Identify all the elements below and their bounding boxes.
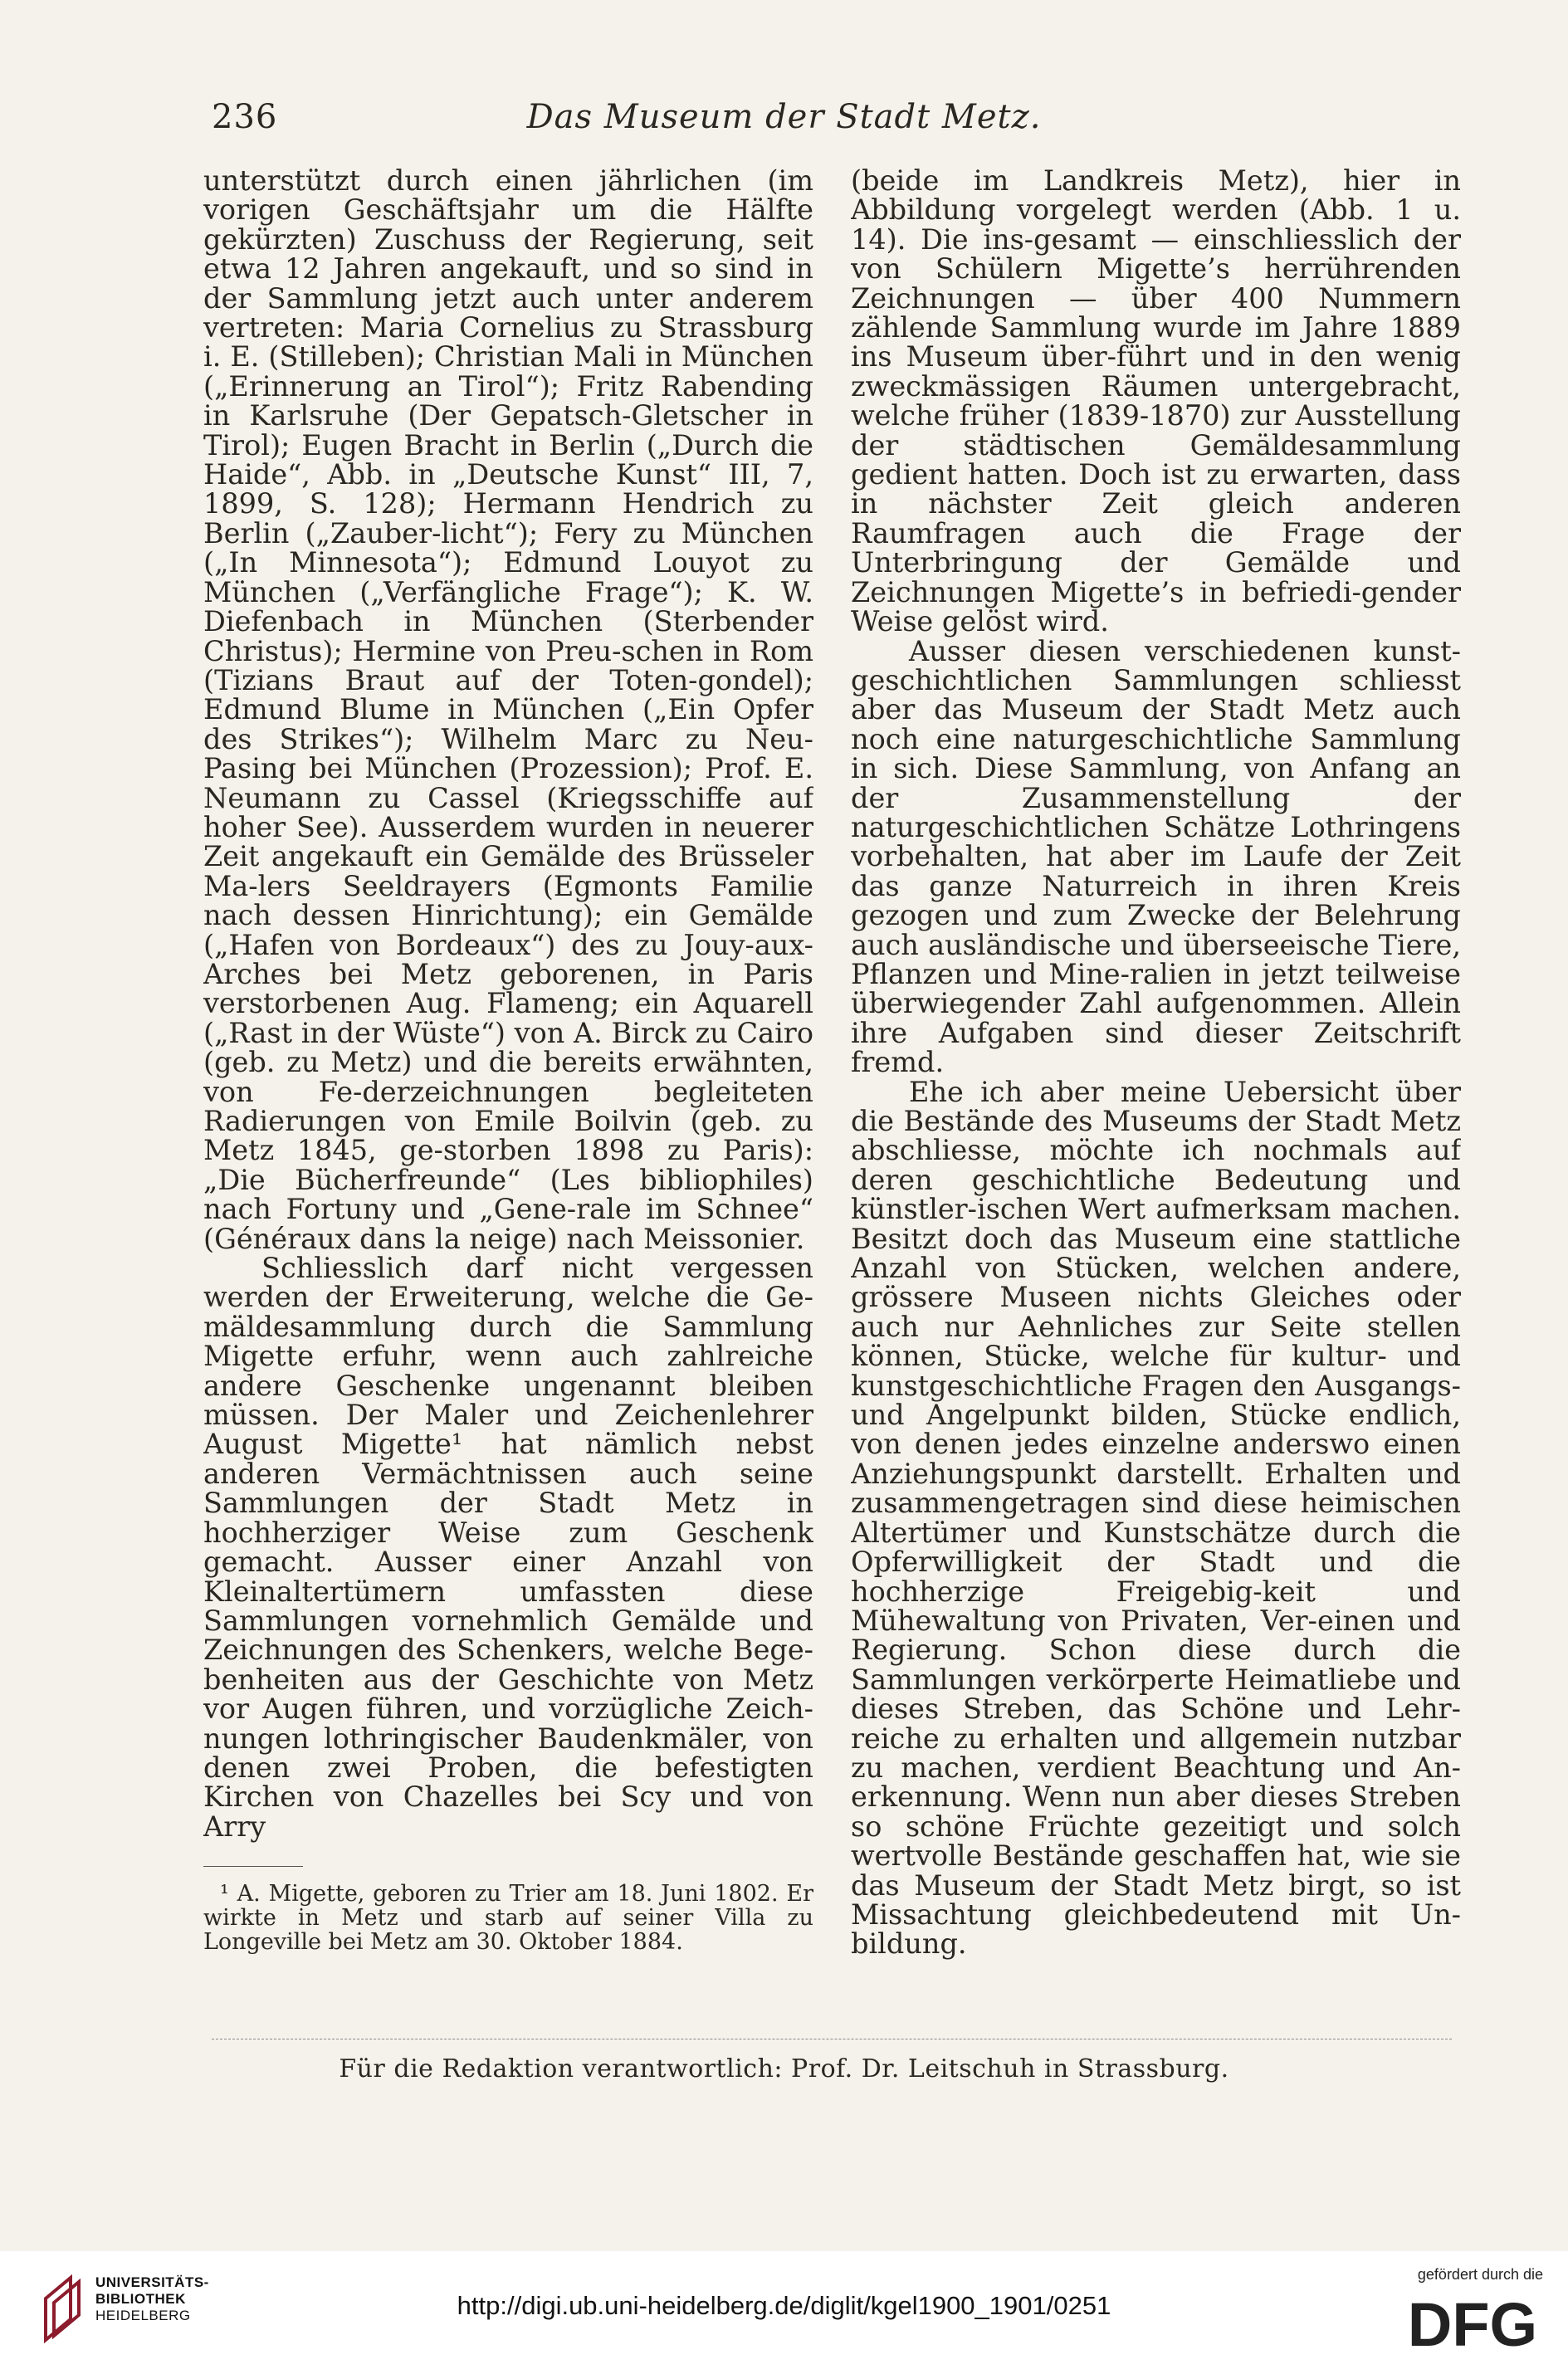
- editorial-responsibility: Für die Redaktion verantwortlich: Prof. Dr. Leitschuh in Strassburg.: [339, 2054, 1229, 2083]
- library-name-line-2: BIBLIOTHEK: [95, 2291, 186, 2307]
- library-name-line-1: UNIVERSITÄTS-: [95, 2274, 209, 2290]
- footnote-rule: [203, 1866, 303, 1867]
- right-paragraph-3: Ehe ich aber meine Uebersicht über die Bestände des Museums der Stadt Metz abschliesse, möchte ich nochmals auf deren geschichtliche Bedeutung und künstler-ischen Wert aufmerksam machen. Besitzt doch das Museum eine stattliche Anzahl von Stücken, welchen andere, grössere Museen nichts Gleiches oder auch nur Aehnliches zur Seite stellen können, Stücke, welche für kultur- und kunstgeschichtliche Fragen den Ausgangs- und Angelpunkt bilden, Stücke endlich, von denen jedes einzelne anderswo einen Anziehungspunkt darstellt. Erhalten und zusammengetragen sind diese heimischen Altertümer und Kunstschätze durch die Opferwilligkeit der Stadt und die hochherzige Freigebig-keit und Mühewaltung von Privaten, Ver-einen und Regierung. Schon diese durch die Sammlungen verkörperte Heimatliebe und dieses Streben, das Schöne und Lehr-reiche zu erhalten und allgemein nutzbar zu machen, verdient Beachtung und An-erkennung. Wenn nun aber dieses Streben so schöne Früchte gezeitigt und solch wertvolle Bestände geschaffen hat, wie sie das Museum der Stadt Metz birgt, so ist Missachtung gleichbedeutend mit Un-bildung.: [851, 1075, 1461, 1961]
- right-paragraph-2: Ausser diesen verschiedenen kunst-geschichtlichen Sammlungen schliesst aber das Museum der Stadt Metz auch noch eine naturgeschichtliche Sammlung in sich. Diese Sammlung, von Anfang an der Zusammenstellung der naturgeschichtlichen Schätze Lothringens vorbehalten, hat aber im Laufe der Zeit das ganze Naturreich in ihren Kreis gezogen und zum Zwecke der Belehrung auch ausländische und überseeische Tiere, Pflanzen und Mine-ralien in jetzt teilweise überwiegender Zahl aufgenommen. Allein ihre Aufgaben sind dieser Zeitschrift fremd.: [851, 634, 1461, 1079]
- running-title: Das Museum der Stadt Metz.: [526, 98, 1042, 136]
- dfg-logo-icon: [1402, 2293, 1543, 2352]
- digitization-bar: [0, 2251, 1568, 2374]
- footnote: ¹ A. Migette, geboren zu Trier am 18. Juni 1802. Er wirkte in Metz und starb auf seiner Villa zu Longeville bei Metz am 30. Oktober 1884.: [203, 1881, 813, 1956]
- library-name-line-3: HEIDELBERG: [95, 2308, 191, 2323]
- page-number: 236: [212, 98, 278, 136]
- permalink-url[interactable]: http://digi.ub.uni-heidelberg.de/diglit/kgel1900_1901/0251: [457, 2291, 1111, 2320]
- right-paragraph-1: (beide im Landkreis Metz), hier in Abbildung vorgelegt werden (Abb. 1 u. 14). Die ins-gesamt — einschliesslich der von Schülern Migette’s herrührenden Zeichnungen — über 400 Nummern zählende Sammlung wurde im Jahre 1889 ins Museum über-führt und in den wenig zweckmässigen Räumen untergebracht, welche früher (1839-1870) zur Ausstellung der städtischen Gemäldesammlung gedient hatten. Doch ist zu erwarten, dass in nächster Zeit gleich anderen Raumfragen auch die Frage der Unterbringung der Gemälde und Zeichnungen Migette’s in befriedi-gender Weise gelöst wird.: [851, 166, 1461, 638]
- left-paragraph-1: unterstützt durch einen jährlichen (im vorigen Geschäftsjahr um die Hälfte gekürzten) Zuschuss der Regierung, seit etwa 12 Jahren angekauft, und so sind in der Sammlung jetzt auch unter anderem vertreten: Maria Cornelius zu Strassburg i. E. (Stilleben); Christian Mali in München („Erinnerung an Tirol“); Fritz Rabending in Karlsruhe (Der Gepatsch-Gletscher in Tirol); Eugen Bracht in Berlin („Durch die Haide“, Abb. in „Deutsche Kunst“ III, 7, 1899, S. 128); Hermann Hendrich zu Berlin („Zauber-licht“); Fery zu München („In Minnesota“); Edmund Louyot zu München („Verfängliche Frage“); K. W. Diefenbach in München (Sterbender Christus); Hermine von Preu-schen in Rom (Tizians Braut auf der Toten-gondel); Edmund Blume in München („Ein Opfer des Strikes“); Wilhelm Marc zu Neu-Pasing bei München (Prozession); Prof. E. Neumann zu Cassel (Kriegsschiffe auf hoher See). Ausserdem wurden in neuerer Zeit angekauft ein Gemälde des Brüsseler Ma-lers Seeldrayers (Egmonts Familie nach dessen Hinrichtung); ein Gemälde („Hafen von Bordeaux“) des zu Jouy-aux-Arches bei Metz geborenen, in Paris verstorbenen Aug. Flameng; ein Aquarell („Rast in der Wüste“) von A. Birck zu Cairo (geb. zu Metz) und die bereits erwähnten, von Fe-derzeichnungen begleiteten Radierungen von Emile Boilvin (geb. zu Metz 1845, ge-storben 1898 zu Paris): „Die Bücherfreunde“ (Les bibliophiles) nach Fortuny und „Gene-rale im Schnee“ (Généraux dans la neige) nach Meissonier.: [203, 166, 813, 1255]
- right-column: [851, 166, 1461, 2005]
- dfg-logo-text: DFG: [1407, 2293, 1538, 2352]
- running-head: [203, 98, 1365, 139]
- left-paragraph-2: Schliesslich darf nicht vergessen werden der Erweiterung, welche die Ge-mäldesammlung durch die Sammlung Migette erfuhr, wenn auch zahlreiche andere Geschenke ungenannt bleiben müssen. Der Maler und Zeichenlehrer August Migette¹ hat nämlich nebst anderen Vermächtnissen auch seine Sammlungen der Stadt Metz in hochherziger Weise zum Geschenk gemacht. Ausser einer Anzahl von Kleinaltertümern umfassten diese Sammlungen vornehmlich Gemälde und Zeichnungen des Schenkers, welche Bege-benheiten aus der Geschichte von Metz vor Augen führen, und vorzügliche Zeich-nungen lothringischer Baudenkmäler, von denen zwei Proben, die befestigten Kirchen von Chazelles bei Scy und von Arry: [203, 1252, 813, 1843]
- funding-label: gefördert durch die: [1417, 2266, 1543, 2283]
- left-column: [203, 166, 813, 2005]
